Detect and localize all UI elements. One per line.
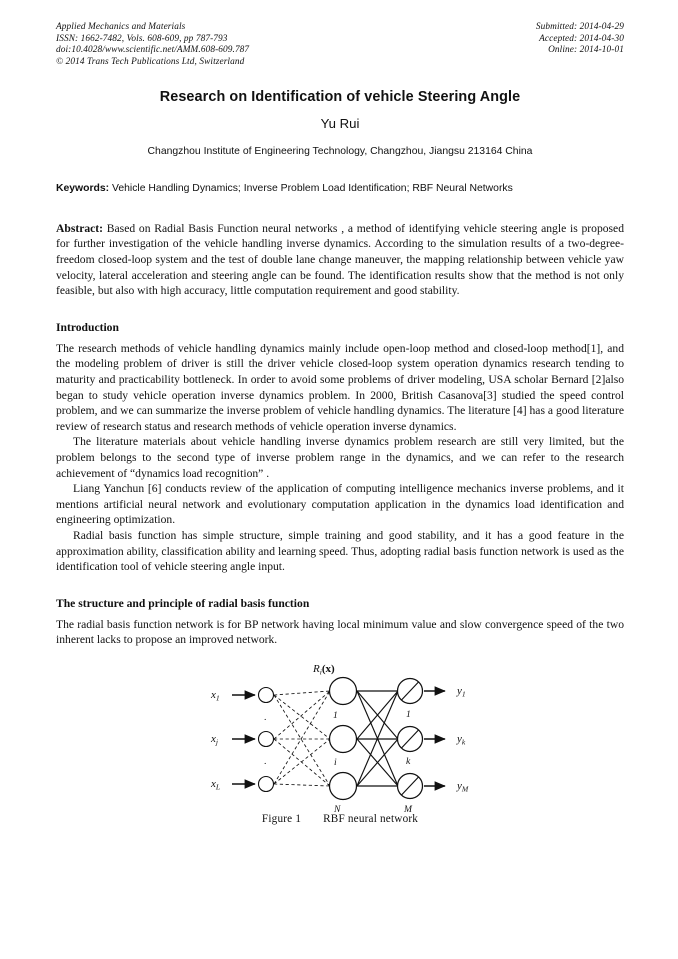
figure-top-label <box>312 663 335 677</box>
journal-header <box>56 22 624 68</box>
figure-top-label-arg: (x) <box>321 662 335 675</box>
input-dots-1: . <box>264 711 267 723</box>
output-index-3: M <box>404 803 412 812</box>
figure-top-label-sub: i <box>319 667 322 677</box>
intro-paragraph-4: Radial basis function has simple structure, simple training and good stability, and it has a good feature in the approximation ability, classification ability and learning speed. Thus, adopting radial basis function network is used as the identification tool of vehicle steering angle input. <box>56 528 624 574</box>
hidden-node-2 <box>330 725 357 752</box>
output-node-3 <box>398 773 423 798</box>
hidden-index-1: 1 <box>333 709 338 721</box>
figure-caption-number: Figure 1 <box>261 812 302 825</box>
input-node-1 <box>259 687 274 702</box>
online-date: Online: 2014-10-01 <box>548 45 624 56</box>
input-label-2: $x_j$ <box>211 732 219 747</box>
output-node-2 <box>398 726 423 751</box>
accepted-date: Accepted: 2014-04-30 <box>539 33 624 44</box>
figure-top-label-main: R <box>313 662 320 675</box>
abstract-block <box>56 221 624 299</box>
page-title: Research on Identification of vehicle Steering Angle <box>159 89 521 106</box>
rbf-neural-network-diagram <box>195 660 485 812</box>
input-dots-2: . <box>264 755 267 767</box>
author-name: Yu Rui <box>320 116 360 132</box>
journal-name: Applied Mechanics and Materials <box>56 22 186 32</box>
journal-header-right <box>536 22 624 57</box>
input-hidden-connections <box>274 691 330 786</box>
abstract-label: Abstract: <box>56 221 104 235</box>
input-node-2 <box>259 731 274 746</box>
section-heading-rbf-structure: The structure and principle of radial basis function <box>56 596 310 610</box>
output-node-1 <box>398 678 423 703</box>
intro-paragraph-1: The research methods of vehicle handling dynamics mainly include open-loop method and closed-loop method[1], and the modeling problem of driver is still the driver vehicle closed-loop system operation dynamics research tending to maturity and practicability bottleneck. In order to avoid some problems of driver modeling, USA scholar Bernard [2]also began to study vehicle operation inverse dynamics problem. In 2000, British Casanova[3] studied the speed control problem, and we can summarize the inverse problem of vehicle handling dynamics. The literature [4] has a good literature review of research status and research methods of vehicle operation inverse dynamics. <box>56 341 624 433</box>
hidden-index-2: i <box>334 756 337 768</box>
hidden-index-3: N <box>334 803 341 812</box>
output-index-1: 1 <box>406 708 411 720</box>
intro-paragraph-3: Liang Yanchun [6] conducts review of the application of computing intelligence mechanics inverse problems, and it mentions artificial neural network and evolutionary computation application in the dynamics load identification and engineering optimization. <box>56 482 624 527</box>
keywords-block <box>56 181 624 197</box>
journal-copyright: © 2014 Trans Tech Publications Ltd, Switzerland <box>56 56 245 67</box>
rbf-paragraph-1: The radial basis function network is for BP network having local minimum value and slow convergence speed of the two inherent lacks to propose an improved network. <box>56 617 624 647</box>
hidden-output-connections <box>357 691 398 786</box>
input-label-3: $x_L$ <box>211 777 221 792</box>
section-heading-introduction: Introduction <box>56 320 119 334</box>
input-label-1: $x_1$ <box>211 688 220 703</box>
output-index-2: k <box>406 755 411 767</box>
hidden-node-1 <box>330 677 357 704</box>
intro-paragraph-2: The literature materials about vehicle handling inverse dynamics problem research are still very limited, but the problem belongs to the second type of inverse problem range in the dynamics, and we can refer to the research achievement of “dynamics load recognition” . <box>56 435 624 480</box>
hidden-node-3 <box>330 772 357 799</box>
output-label-1: $y_1$ <box>457 684 466 699</box>
keywords-label: Keywords: <box>56 183 110 195</box>
author-affiliation: Changzhou Institute of Engineering Technology, Changzhou, Jiangsu 213164 China <box>147 146 533 158</box>
output-label-3: $y_M$ <box>457 779 469 794</box>
figure-1-block <box>56 660 624 825</box>
input-node-3 <box>259 776 274 791</box>
submitted-date: Submitted: 2014-04-29 <box>535 22 624 32</box>
keywords-value: Vehicle Handling Dynamics; Inverse Problem Load Identification; RBF Neural Networks <box>112 183 513 195</box>
abstract-text: Based on Radial Basis Function neural networks , a method of identifying vehicle steering angle is proposed for further investigation of the vehicle handling inverse dynamics. According to the simulation results of a two-degree-freedom closed-loop system and the test of double lane change maneuver, the mapping relationship between vehicle yaw velocity, lateral acceleration and steering angle can be found. The identification results show that the method is not only feasible, but also with high accuracy, little computation requirement and good stability. <box>56 221 624 298</box>
output-label-2: $y_k$ <box>457 732 466 747</box>
journal-header-left <box>56 22 249 68</box>
journal-issn-volume: ISSN: 1662-7482, Vols. 608-609, pp 787-793 <box>56 33 228 44</box>
figure-caption-text: RBF neural network <box>323 812 419 825</box>
journal-doi: doi:10.4028/www.scientific.net/AMM.608-609.787 <box>56 45 250 56</box>
figure-1-caption <box>262 813 418 825</box>
